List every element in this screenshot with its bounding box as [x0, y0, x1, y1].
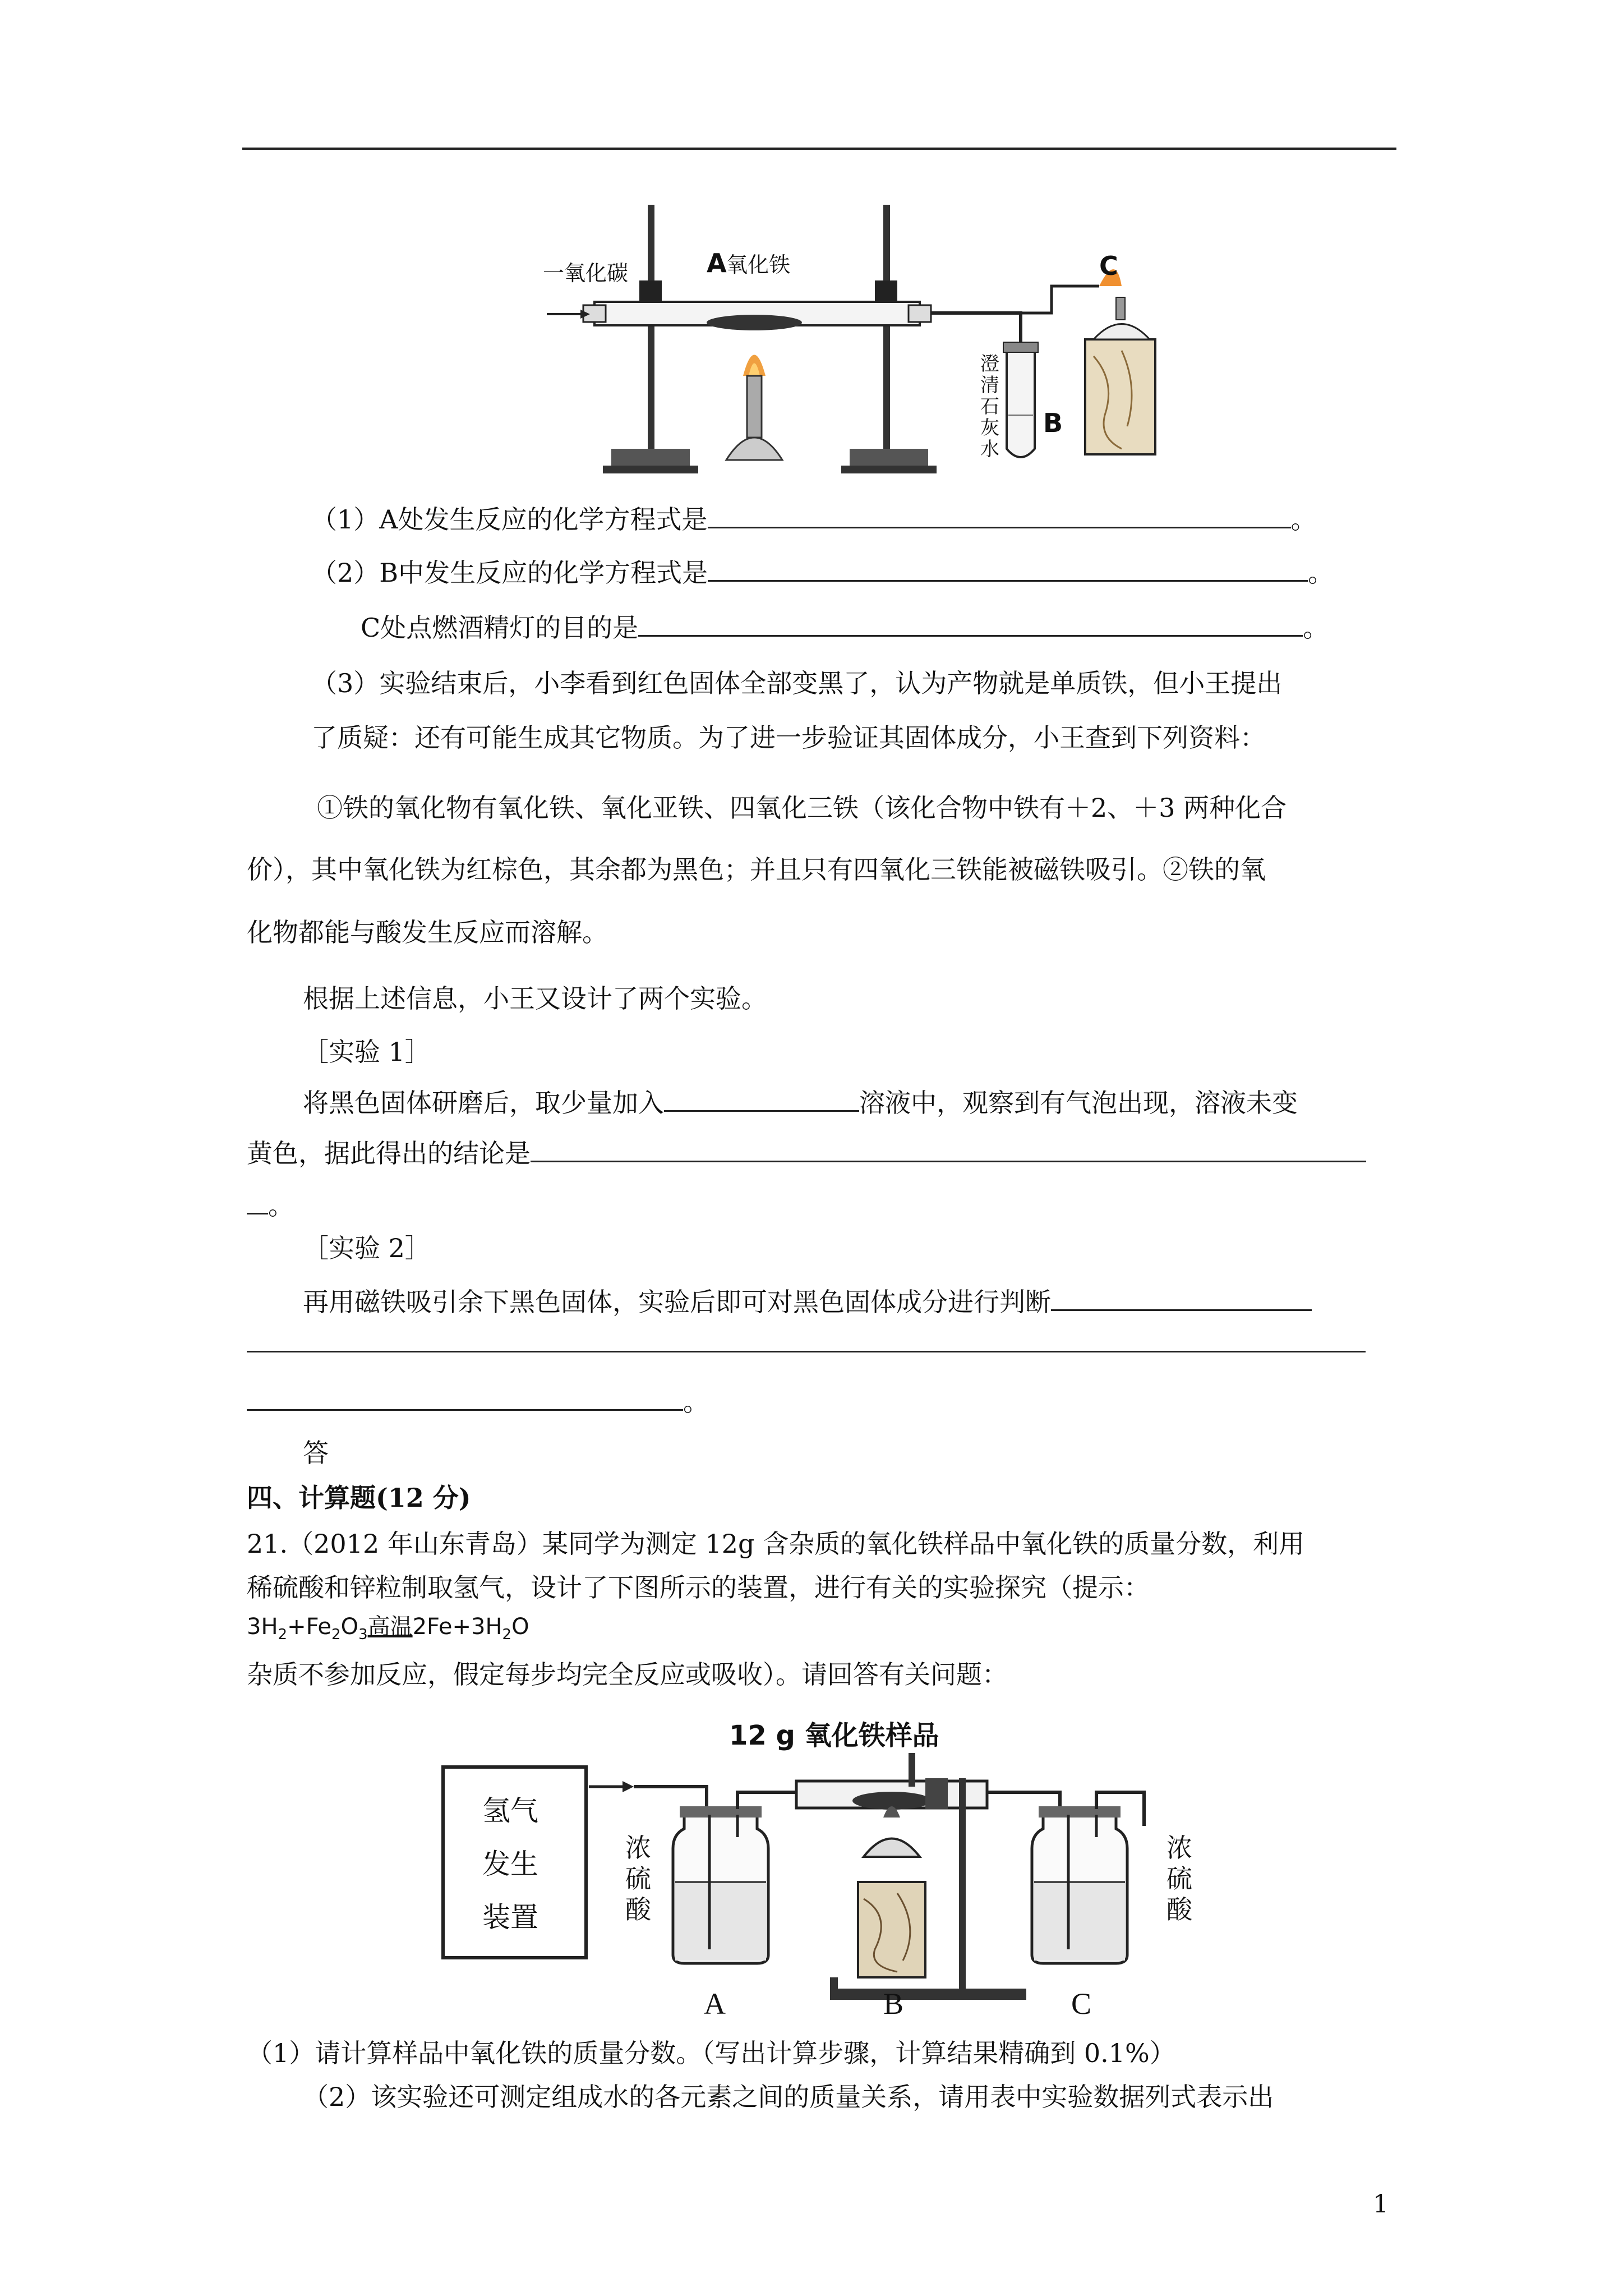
question-2: （2）B中发生反应的化学方程式是 。 — [311, 555, 1334, 590]
point-c-label: C — [1099, 251, 1118, 281]
limewater-char-5: 水 — [980, 438, 999, 461]
answer-blank-conclusion-cont[interactable] — [247, 1188, 268, 1214]
iron-oxide-label: 氧化铁 — [726, 252, 791, 277]
header-rule — [242, 148, 1396, 150]
design-text: 根据上述信息，小王又设计了两个实验。 — [303, 983, 767, 1014]
reaction-equation: $3H_2+Fe_2O_3$高温$2Fe+3H_2O$ — [247, 1614, 529, 1643]
experiment-1-line-1: 将黑色固体研磨后，取少量加入 溶液中，观察到有气泡出现，溶液未变 — [303, 1085, 1298, 1120]
question-3-line-1: （3）实验结束后，小李看到红色固体全部变黑了，认为产物就是单质铁，但小王提出 — [311, 668, 1283, 698]
question-21-line-2: 稀硫酸和锌粒制取氢气，设计了下图所示的装置，进行有关的实验探究（提示： — [247, 1572, 1150, 1603]
answer-blank-judgement[interactable] — [1051, 1285, 1312, 1311]
limewater-char-1: 澄 — [980, 353, 999, 375]
hydrogen-apparatus-diagram — [437, 1714, 1223, 2019]
info-line-3: 化物都能与酸发生反应而溶解。 — [247, 917, 608, 947]
acid-left-char-1: 浓 — [625, 1833, 651, 1863]
limewater-char-4: 灰 — [980, 417, 999, 439]
acid-right-char-3: 酸 — [1166, 1894, 1192, 1925]
question-21-line-1: 21.（2012 年山东青岛）某同学为测定 12g 含杂质的氧化铁样品中氧化铁的质量分数，利用 — [247, 1529, 1305, 1559]
question-21-part-1: （1）请计算样品中氧化铁的质量分数。（写出计算步骤，计算结果精确到 0.1%） — [247, 2038, 1175, 2068]
generator-label-line-1: 氢气 — [482, 1795, 538, 1827]
limewater-char-3: 石 — [980, 395, 999, 418]
point-a-label: A — [707, 248, 727, 278]
answer-blank-solution[interactable] — [664, 1085, 859, 1112]
acid-right-char-2: 硫 — [1166, 1864, 1192, 1894]
question-21-line-4: 杂质不参加反应，假定每步均完全反应或吸收）。请回答有关问题： — [247, 1659, 1008, 1690]
co-label: 一氧化碳 — [543, 261, 629, 286]
acid-right-char-1: 浓 — [1166, 1833, 1192, 1863]
section-4-heading: 四、计算题(12 分) — [247, 1483, 471, 1513]
answer-blank-judgement-line-2[interactable] — [247, 1351, 1366, 1352]
experiment-1-line-2: 黄色，据此得出的结论是 — [247, 1136, 1366, 1170]
page-number: 1 — [1373, 2190, 1389, 2219]
answer-blank-conclusion[interactable] — [531, 1136, 1366, 1162]
co-reduction-diagram — [538, 202, 1189, 482]
answer-blank-2[interactable] — [708, 555, 1308, 582]
answer-label: 答 — [303, 1438, 329, 1468]
info-line-2: 价），其中氧化铁为红棕色，其余都为黑色；并且只有四氧化三铁能被磁铁吸引。②铁的氧 — [247, 854, 1266, 885]
apparatus-a-label: A — [704, 1987, 726, 2019]
question-1: （1）A处发生反应的化学方程式是 。 — [311, 502, 1317, 536]
info-line-1: ①铁的氧化物有氧化铁、氧化亚铁、四氧化三铁（该化合物中铁有＋2、＋3 两种化合 — [317, 793, 1287, 823]
acid-left-char-3: 酸 — [625, 1894, 651, 1925]
experiment-2-title: ［实验 2］ — [303, 1233, 431, 1263]
generator-label-line-3: 装置 — [482, 1901, 538, 1934]
limewater-char-2: 清 — [980, 374, 999, 397]
generator-label-line-2: 发生 — [482, 1848, 538, 1880]
apparatus-b-label: B — [883, 1987, 904, 2019]
acid-left-char-2: 硫 — [625, 1864, 651, 1894]
experiment-1-title: ［实验 1］ — [303, 1037, 431, 1067]
answer-blank-2c[interactable] — [638, 610, 1303, 637]
experiment-2-line-3: 。 — [247, 1384, 709, 1419]
point-b-label: B — [1043, 408, 1063, 438]
question-3-line-2: 了质疑：还有可能生成其它物质。为了进一步验证其固体成分，小王查到下列资料： — [311, 723, 1266, 753]
apparatus-c-label: C — [1071, 1987, 1092, 2019]
question-21-part-2: （2）该实验还可测定组成水的各元素之间的质量关系，请用表中实验数据列式表示出 — [303, 2082, 1274, 2112]
experiment-1-line-3: 。 — [247, 1188, 294, 1222]
reaction-condition: 高温 — [367, 1614, 413, 1640]
question-2c: C处点燃酒精灯的目的是 。 — [361, 610, 1329, 645]
answer-blank-judgement-line-3[interactable] — [247, 1384, 683, 1411]
sample-label: 12 g 氧化铁样品 — [729, 1720, 939, 1751]
answer-blank-1[interactable] — [708, 502, 1291, 528]
experiment-2-line-1: 再用磁铁吸引余下黑色固体，实验后即可对黑色固体成分进行判断 — [303, 1285, 1312, 1319]
